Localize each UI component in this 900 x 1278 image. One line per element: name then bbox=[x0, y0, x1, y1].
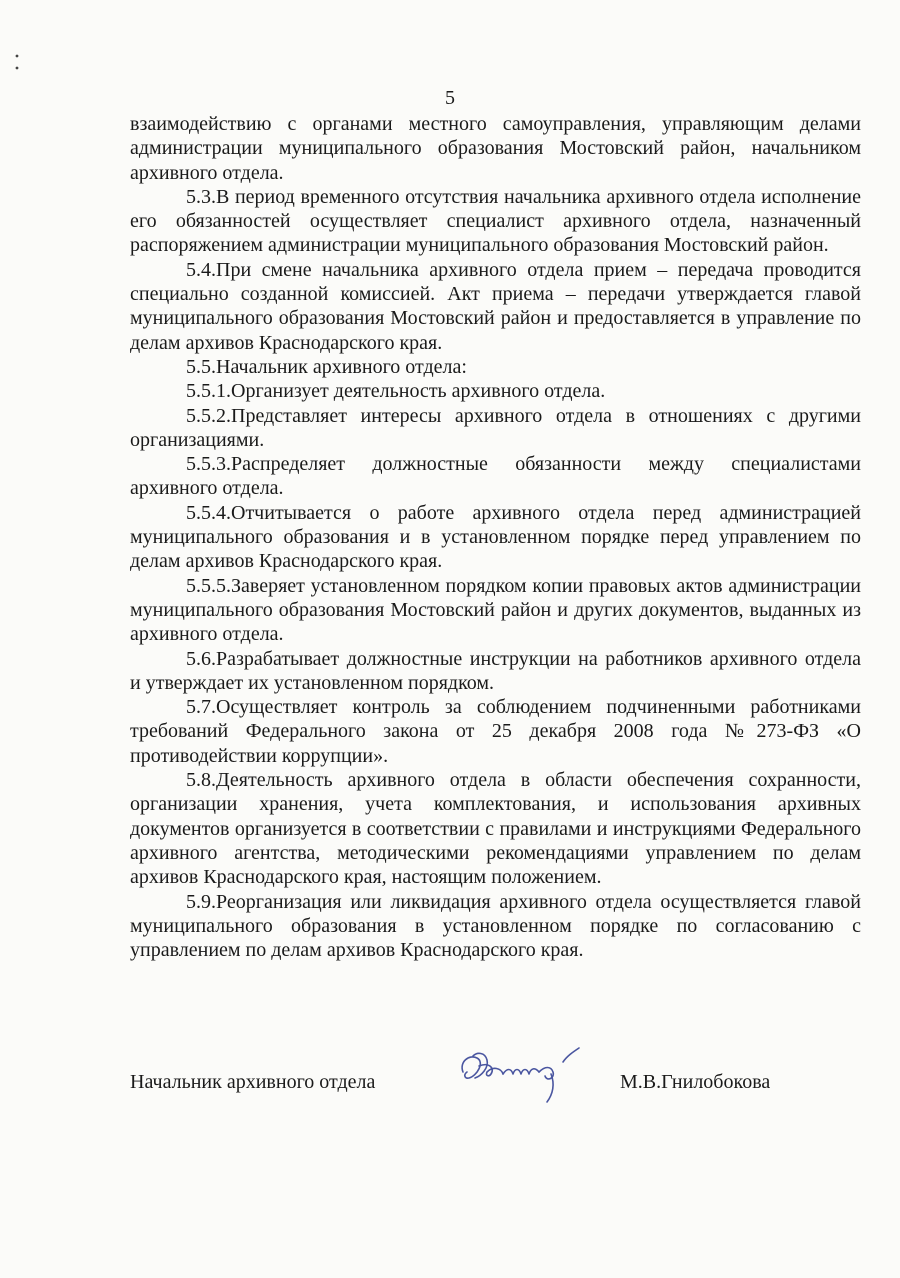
paragraph-5-5-4: 5.5.4.Отчитывается о работе архивного отдела перед администрацией муниципального образования и в установленном порядке перед управлением по делам архивов Краснодарского края. bbox=[130, 501, 861, 573]
paragraph-5-5-3: 5.5.3.Распределяет должностные обязанности между специалистами архивного отдела. bbox=[130, 453, 861, 500]
signatory-title: Начальник архивного отдела bbox=[130, 1071, 376, 1093]
paragraph-continued: взаимодействию с органами местного самоуправления, управляющим делами администрации муниципального образования Мостовский район, начальником архивного отдела. bbox=[130, 113, 861, 184]
paragraph-5-9: 5.9.Реорганизация или ликвидация архивного отдела осуществляется главой муниципального образования в установленном порядке по согласованию с управлением по делам архивов Краснодарского края. bbox=[130, 890, 861, 962]
paragraph-5-6: 5.6.Разрабатывает должностные инструкции на работников архивного отдела и утверждает их установленном порядком. bbox=[130, 647, 861, 694]
paragraph-5-5: 5.5.Начальник архивного отдела: bbox=[186, 355, 467, 378]
paragraph-5-5-5: 5.5.5.Заверяет установленном порядком копии правовых актов администрации муниципального образования Мостовский район и других документов, выданных из архивного отдела. bbox=[130, 574, 861, 646]
page-number: 5 bbox=[445, 87, 455, 109]
paragraph-5-7: 5.7.Осуществляет контроль за соблюдением подчиненными работниками требований Федерального закона от 25 декабря 2008 года №273-ФЗ «О противодействии коррупции». bbox=[130, 696, 861, 767]
signatory-name: М.В.Гнилобокова bbox=[620, 1071, 771, 1093]
scan-artifact bbox=[14, 52, 20, 74]
paragraph-5-5-1: 5.5.1.Организует деятельность архивного отдела. bbox=[186, 380, 606, 403]
paragraph-5-8: 5.8.Деятельность архивного отдела в области обеспечения сохранности, организации хранения, учета комплектования, и использования архивных документов организуется в соответствии с правилами и инструкциями Федерального архивного агентства, методическими рекомендациями управлением по делам архивов Краснодарского края, настоящим положением. bbox=[130, 769, 861, 889]
paragraph-5-3: 5.3.В период временного отсутствия начальника архивного отдела исполнение его обязанностей осуществляет специалист архивного отдела, назначенный распоряжением администрации муниципального образования Мостовский район. bbox=[130, 185, 861, 257]
paragraph-5-5-2: 5.5.2.Представляет интересы архивного отдела в отношениях с другими организациями. bbox=[130, 404, 861, 451]
document-body bbox=[130, 112, 861, 962]
paragraph-5-4: 5.4.При смене начальника архивного отдела прием – передача проводится специально созданной комиссией. Акт приема – передачи утверждается главой муниципального образования Мостовский район и предоставляется в управление по делам архивов Краснодарского края. bbox=[130, 258, 861, 354]
handwritten-signature-icon bbox=[455, 1032, 615, 1112]
signature-block bbox=[130, 1068, 861, 1098]
